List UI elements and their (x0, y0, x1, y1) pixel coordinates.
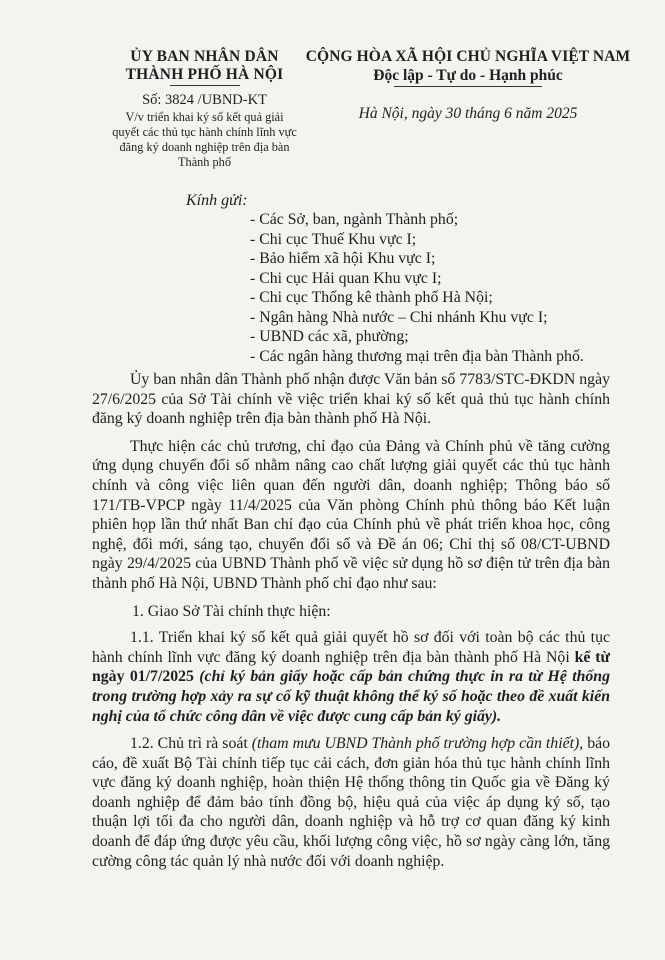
section-1-2-lead: 1.2. Chủ trì rà soát (130, 735, 252, 753)
national-header-block (298, 48, 638, 123)
subject-line: Thành phố (178, 155, 231, 169)
section-1-2-note: (tham mưu UBND Thành phố trường hợp cần thiết) (251, 735, 580, 753)
document-number: Số: 3824 /UBND-KT (142, 92, 267, 108)
org-name-line2: THÀNH PHỐ HÀ NỘI (125, 66, 284, 83)
subject-line: quyết các thủ tục hành chính lĩnh vực (112, 125, 297, 139)
salutation: Kính gửi: (186, 192, 248, 209)
issue-date: Hà Nội, ngày 30 tháng 6 năm 2025 (358, 105, 578, 122)
recipient-item: - Chi cục Thuế Khu vực I; (250, 230, 417, 248)
section-1-heading: 1. Giao Sở Tài chính thực hiện: (132, 602, 331, 620)
section-1-1-exception-note: (chỉ ký bản giấy hoặc cấp bản chứng thực in ra từ Hệ thống trong trường hợp xảy ra sự cố kỹ thuật không thể ký số hoặc theo đề xuất kiến nghị của tổ chức công dân về việc được cung cấp bản ký giấy). (92, 668, 610, 725)
nation-title: CỘNG HÒA XÃ HỘI CHỦ NGHĨA VIỆT NAM (305, 48, 631, 65)
subject-line: đăng ký doanh nghiệp trên địa bàn (119, 140, 290, 154)
paragraph-intro: Ủy ban nhân dân Thành phố nhận được Văn bản số 7783/STC-ĐKDN ngày 27/6/2025 của Sở Tài chính về việc triển khai ký số kết quả thủ tục hành chính đăng ký doanh nghiệp trên địa bàn thành phố Hà Nội. (92, 371, 610, 428)
document-subject (92, 110, 317, 170)
section-1-2 (92, 734, 610, 871)
org-underline (170, 85, 240, 86)
org-name-line1: ỦY BAN NHÂN DÂN (130, 48, 279, 65)
recipient-item: - Chi cục Hải quan Khu vực I; (250, 269, 442, 287)
paragraph-basis: Thực hiện các chủ trương, chỉ đạo của Đảng và Chính phủ về tăng cường ứng dụng chuyển đổi số nhằm nâng cao chất lượng giải quyết các thủ tục hành chính và công việc liên quan đến người dân, doanh nghiệp; Thông báo số 171/TB-VPCP ngày 11/4/2025 của Văn phòng Chính phủ thông báo Kết luận phiên họp lần thứ nhất Ban chỉ đạo của Chính phủ về phát triển khoa học, công nghệ, đổi mới, sáng tạo, chuyển đổi số và Đề án 06; Chỉ thị số 08/CT-UBND ngày 29/4/2025 của UBND Thành phố về việc sử dụng hồ sơ điện tử trên địa bàn thành phố Hà Nội, UBND Thành phố chỉ đạo như sau: (92, 437, 610, 592)
recipient-item: - Các ngân hàng thương mại trên địa bàn Thành phố. (250, 347, 584, 365)
motto-underline (394, 86, 542, 87)
recipient-item: - UBND các xã, phường; (250, 328, 409, 345)
issuing-authority-block (92, 48, 317, 170)
recipient-item: - Các Sở, ban, ngành Thành phố; (250, 211, 459, 228)
document-body (92, 370, 610, 874)
effective-date: ngày 01/7/2025 (92, 668, 194, 686)
recipient-item: - Chi cục Thống kê thành phố Hà Nội; (250, 289, 493, 306)
section-1-1 (92, 628, 610, 726)
subject-line: V/v triển khai ký số kết quả giải (125, 110, 284, 124)
recipient-item: - Ngân hàng Nhà nước – Chi nhánh Khu vực I; (250, 308, 548, 326)
section-1-1-text: 1.1. Triển khai ký số kết quả giải quyết hồ sơ đối với toàn bộ các thủ tục hành chính lĩnh vực đăng ký doanh nghiệp trên địa bàn thành phố Hà Nội (92, 629, 610, 666)
section-1-2-text: , báo cáo, đề xuất Bộ Tài chính tiếp tục cải cách, đơn giản hóa thủ tục hành chính lĩnh vực đăng ký doanh nghiệp, hoàn thiện Hệ thống thông tin Quốc gia về Đăng ký doanh nghiệp để đảm bảo tính đồng bộ, hiệu quả của việc áp dụng ký số, tạo thuận lợi tối đa cho người dân, doanh nghiệp và hỗ trợ cơ quan đăng ký kinh doanh để đáp ứng được yêu cầu, khối lượng công việc, hồ sơ ngày càng lớn, tăng cường công tác quản lý nhà nước đối với doanh nghiệp. (92, 735, 610, 870)
recipient-item: - Bảo hiểm xã hội Khu vực I; (250, 250, 436, 267)
national-motto: Độc lập - Tự do - Hạnh phúc (373, 67, 563, 84)
effective-from-label: kể từ (574, 648, 610, 666)
recipient-list (250, 210, 650, 366)
